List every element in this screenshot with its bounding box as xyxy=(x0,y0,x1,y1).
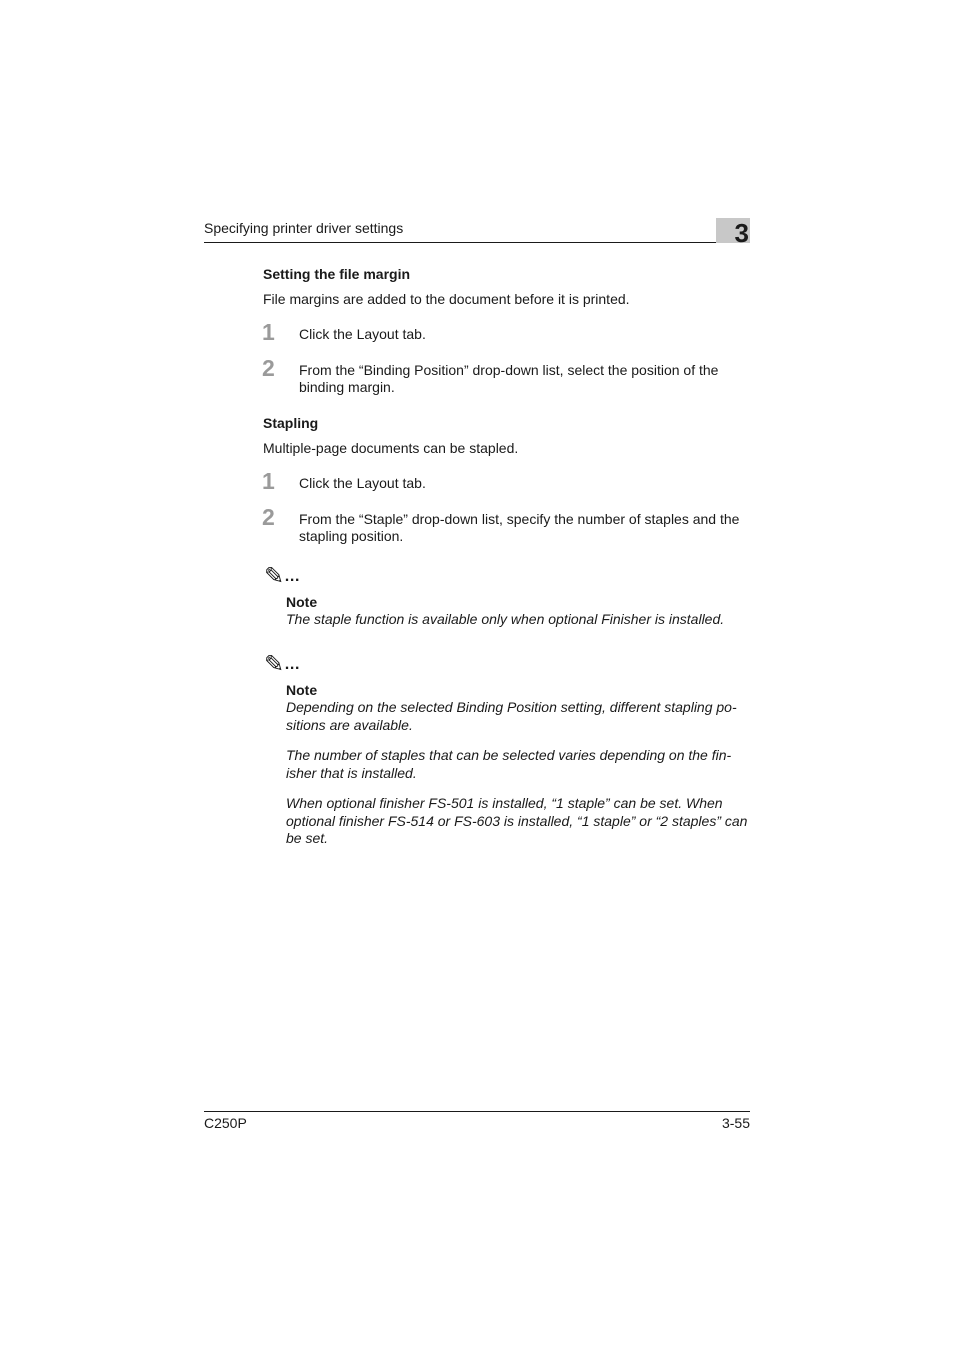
step-number: 2 xyxy=(262,355,275,381)
note-text: When optional finisher FS-501 is installed, “1 staple” can be set. When optional finisher FS-514 or FS-603 is installed, “1 staple” or “2 staples” can be set. xyxy=(286,795,748,846)
note-text: The number of staples that can be selected varies depending on the fin-isher that is installed. xyxy=(286,747,732,781)
note-label: Note xyxy=(286,594,318,610)
step-text: From the “Binding Position” drop-down list, select the position of the binding margin. xyxy=(299,362,719,395)
note-text: The staple function is available only when optional Finisher is installed. xyxy=(286,611,725,627)
step-number: 2 xyxy=(262,504,275,530)
footer-page-number: 3-55 xyxy=(721,1115,750,1131)
step-number: 1 xyxy=(262,468,275,494)
section-heading-file-margin: Setting the file margin xyxy=(263,266,411,282)
note-label: Note xyxy=(286,682,318,698)
step-text: Click the Layout tab. xyxy=(299,475,426,491)
header-rule xyxy=(204,242,750,243)
step-text: Click the Layout tab. xyxy=(299,326,426,342)
pencil-note-icon: ✎… xyxy=(264,563,302,590)
section-intro-file-margin: File margins are added to the document before it is printed. xyxy=(263,291,630,307)
pencil-note-icon: ✎… xyxy=(264,651,302,678)
step-text: From the “Staple” drop-down list, specify the number of staples and the stapling position. xyxy=(299,511,740,544)
footer-rule xyxy=(204,1111,750,1112)
chapter-number: 3 xyxy=(734,218,749,248)
chapter-number-badge xyxy=(716,218,750,248)
note-text: Depending on the selected Binding Position setting, different stapling po-sitions are available. xyxy=(286,699,737,733)
section-intro-stapling: Multiple-page documents can be stapled. xyxy=(263,440,519,456)
step-number: 1 xyxy=(262,319,275,345)
running-header: Specifying printer driver settings xyxy=(204,220,404,236)
footer-model: C250P xyxy=(204,1115,247,1131)
section-heading-stapling: Stapling xyxy=(263,415,319,431)
